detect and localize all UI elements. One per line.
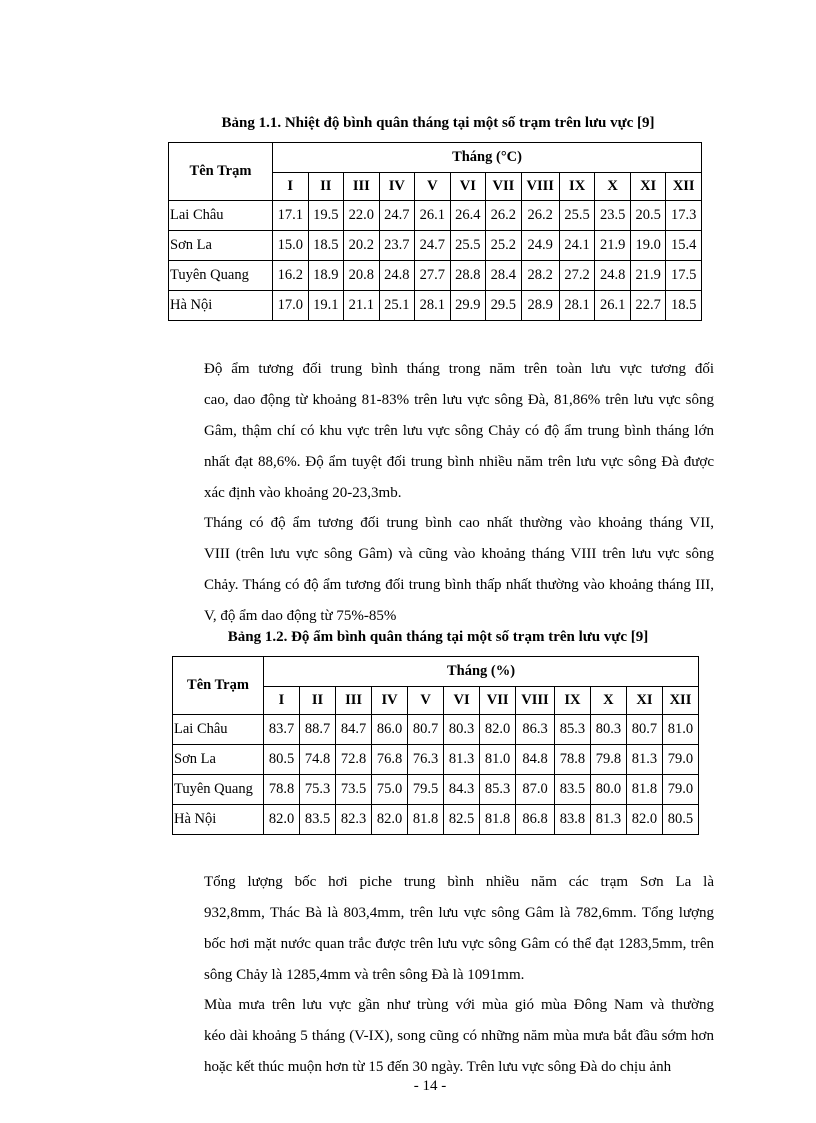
paragraph-line: bốc hơi mặt nước quan trắc được trên lưu vực sông Gâm có thể đạt 1283,5mm, trên [204, 936, 714, 952]
month-header: VI [444, 687, 480, 715]
table-cell: 28.9 [521, 291, 559, 321]
table-cell: 15.0 [273, 231, 309, 261]
month-group-header: Tháng (%) [264, 657, 699, 687]
table-cell: 27.7 [415, 261, 451, 291]
table-cell: 83.5 [554, 775, 590, 805]
table-cell: 26.1 [415, 201, 451, 231]
table-row [173, 805, 699, 835]
month-group-header: Tháng (°C) [273, 143, 702, 173]
table-cell: 79.8 [590, 745, 626, 775]
table-cell: 86.0 [372, 715, 408, 745]
table-cell: 88.7 [300, 715, 336, 745]
month-header: IX [554, 687, 590, 715]
table-cell: 28.1 [559, 291, 595, 321]
table-cell: 81.3 [444, 745, 480, 775]
page-number: - 14 - [413, 1078, 447, 1094]
table-cell: 82.0 [372, 805, 408, 835]
table-cell: 85.3 [554, 715, 590, 745]
table-cell: 79.0 [662, 775, 698, 805]
table-cell: 24.1 [559, 231, 595, 261]
table-cell: 86.3 [516, 715, 555, 745]
month-header: XII [666, 173, 702, 201]
table-cell: 21.9 [595, 231, 631, 261]
month-header: XII [662, 687, 698, 715]
month-header: VIII [516, 687, 555, 715]
table-cell: 29.5 [486, 291, 522, 321]
station-name: Lai Châu [169, 201, 273, 231]
paragraph-line: Mùa mưa trên lưu vực gần như trùng với mùa gió mùa Đông Nam và thường [204, 997, 714, 1013]
table-cell: 28.4 [486, 261, 522, 291]
rain-season-paragraph [168, 990, 714, 1083]
table-cell: 22.0 [344, 201, 380, 231]
table-cell: 19.5 [308, 201, 344, 231]
station-name: Tuyên Quang [173, 775, 264, 805]
paragraph-line: kéo dài khoảng 5 tháng (V-IX), song cũng có những năm mùa mưa bắt đầu sớm hơn [204, 1028, 714, 1044]
table-cell: 80.0 [590, 775, 626, 805]
table-cell: 76.8 [372, 745, 408, 775]
month-header: I [264, 687, 300, 715]
table-cell: 27.2 [559, 261, 595, 291]
table-cell: 83.8 [554, 805, 590, 835]
evaporation-paragraph [168, 867, 714, 991]
table-cell: 79.5 [408, 775, 444, 805]
table-cell: 79.0 [662, 745, 698, 775]
table-cell: 20.2 [344, 231, 380, 261]
table-cell: 75.3 [300, 775, 336, 805]
paragraph-line: Gâm, thậm chí có khu vực trên lưu vực sông Chảy có độ ẩm trung bình tháng lớn [204, 423, 714, 439]
paragraph-line: sông Chảy là 1285,4mm và trên sông Đà là 1091mm. [204, 967, 525, 983]
table-cell: 82.3 [336, 805, 372, 835]
table-cell: 24.7 [379, 201, 415, 231]
table-cell: 80.7 [408, 715, 444, 745]
table-cell: 26.4 [450, 201, 486, 231]
month-header: VIII [521, 173, 559, 201]
month-header: V [415, 173, 451, 201]
humidity-paragraph-1 [168, 354, 714, 509]
station-name: Hà Nội [169, 291, 273, 321]
table-cell: 25.5 [559, 201, 595, 231]
paragraph-line: Tháng có độ ẩm tương đối trung bình cao nhất thường vào khoảng tháng VII, [204, 515, 714, 531]
table-cell: 82.0 [264, 805, 300, 835]
table-cell: 74.8 [300, 745, 336, 775]
humidity-paragraph-2 [168, 508, 714, 632]
month-header: III [344, 173, 380, 201]
table-cell: 82.0 [626, 805, 662, 835]
month-header: III [336, 687, 372, 715]
paragraph-line: cao, dao động từ khoảng 81-83% trên lưu vực sông Đà, 81,86% trên lưu vực sông [204, 392, 714, 408]
table-row [169, 201, 702, 231]
table-cell: 84.8 [516, 745, 555, 775]
station-name: Tuyên Quang [169, 261, 273, 291]
table-cell: 80.7 [626, 715, 662, 745]
month-header: VII [486, 173, 522, 201]
table-cell: 81.3 [590, 805, 626, 835]
table-cell: 78.8 [554, 745, 590, 775]
humidity-table [172, 656, 699, 835]
table-cell: 84.3 [444, 775, 480, 805]
table-cell: 80.5 [662, 805, 698, 835]
station-name: Sơn La [169, 231, 273, 261]
month-header: X [595, 173, 631, 201]
table-cell: 18.9 [308, 261, 344, 291]
table-row [173, 715, 699, 745]
table-cell: 26.2 [486, 201, 522, 231]
paragraph-line: Tổng lượng bốc hơi piche trung bình nhiều năm các trạm Sơn La là [204, 874, 714, 890]
table-cell: 81.3 [626, 745, 662, 775]
table1-caption: Bảng 1.1. Nhiệt độ bình quân tháng tại một số trạm trên lưu vực [9] [221, 115, 655, 131]
month-header: II [300, 687, 336, 715]
table-cell: 20.5 [630, 201, 666, 231]
table-cell: 29.9 [450, 291, 486, 321]
month-header: XI [630, 173, 666, 201]
paragraph-line: Chảy. Tháng có độ ẩm tương đối trung bình thấp nhất thường vào khoảng tháng III, [204, 577, 714, 593]
table-row [169, 261, 702, 291]
table-cell: 19.1 [308, 291, 344, 321]
paragraph-line: xác định vào khoảng 20-23,3mb. [204, 485, 402, 501]
table-cell: 18.5 [666, 291, 702, 321]
table-cell: 25.2 [486, 231, 522, 261]
table-cell: 24.7 [415, 231, 451, 261]
table-cell: 21.1 [344, 291, 380, 321]
table-cell: 17.5 [666, 261, 702, 291]
table-cell: 76.3 [408, 745, 444, 775]
table-cell: 21.9 [630, 261, 666, 291]
table-cell: 17.0 [273, 291, 309, 321]
table-cell: 25.5 [450, 231, 486, 261]
table-row [169, 291, 702, 321]
paragraph-line: VIII (trên lưu vực sông Gâm) và cũng vào khoảng tháng VIII trên lưu vực sông [204, 546, 714, 562]
table-cell: 80.3 [444, 715, 480, 745]
table-row [173, 775, 699, 805]
table-cell: 80.3 [590, 715, 626, 745]
table-cell: 81.0 [480, 745, 516, 775]
table-cell: 81.8 [408, 805, 444, 835]
station-column-header: Tên Trạm [173, 657, 264, 715]
table-cell: 17.1 [273, 201, 309, 231]
table-cell: 82.5 [444, 805, 480, 835]
table-cell: 83.5 [300, 805, 336, 835]
month-header: V [408, 687, 444, 715]
table-cell: 28.8 [450, 261, 486, 291]
table-cell: 24.8 [595, 261, 631, 291]
table-cell: 26.2 [521, 201, 559, 231]
table-cell: 87.0 [516, 775, 555, 805]
paragraph-line: 932,8mm, Thác Bà là 803,4mm, trên lưu vực sông Gâm là 782,6mm. Tổng lượng [204, 905, 714, 921]
table-cell: 84.7 [336, 715, 372, 745]
table-cell: 24.9 [521, 231, 559, 261]
table-cell: 83.7 [264, 715, 300, 745]
table-cell: 81.0 [662, 715, 698, 745]
table-cell: 85.3 [480, 775, 516, 805]
month-header: II [308, 173, 344, 201]
table-cell: 22.7 [630, 291, 666, 321]
table-row [169, 231, 702, 261]
table-cell: 28.1 [415, 291, 451, 321]
table-cell: 24.8 [379, 261, 415, 291]
temperature-table [168, 142, 702, 321]
table-cell: 25.1 [379, 291, 415, 321]
table-cell: 28.2 [521, 261, 559, 291]
paragraph-line: nhất đạt 88,6%. Độ ẩm tuyệt đối trung bình nhiều năm trên lưu vực sông Đà được [204, 454, 714, 470]
month-header: XI [626, 687, 662, 715]
table-cell: 75.0 [372, 775, 408, 805]
table-cell: 72.8 [336, 745, 372, 775]
table-cell: 16.2 [273, 261, 309, 291]
table-cell: 17.3 [666, 201, 702, 231]
table-cell: 81.8 [480, 805, 516, 835]
table-cell: 23.7 [379, 231, 415, 261]
paragraph-line: hoặc kết thúc muộn hơn từ 15 đến 30 ngày. Trên lưu vực sông Đà do chịu ảnh [204, 1059, 672, 1075]
table2-caption: Bảng 1.2. Độ ẩm bình quân tháng tại một số trạm trên lưu vực [9] [227, 629, 649, 645]
table-cell: 18.5 [308, 231, 344, 261]
table-cell: 82.0 [480, 715, 516, 745]
month-header: I [273, 173, 309, 201]
station-column-header: Tên Trạm [169, 143, 273, 201]
station-name: Lai Châu [173, 715, 264, 745]
table-cell: 81.8 [626, 775, 662, 805]
table-cell: 20.8 [344, 261, 380, 291]
month-header: X [590, 687, 626, 715]
month-header: IX [559, 173, 595, 201]
month-header: VII [480, 687, 516, 715]
table-cell: 26.1 [595, 291, 631, 321]
paragraph-line: Độ ẩm tương đối trung bình tháng trong năm trên toàn lưu vực tương đối [204, 361, 714, 377]
month-header: IV [379, 173, 415, 201]
table-cell: 78.8 [264, 775, 300, 805]
table-cell: 86.8 [516, 805, 555, 835]
table-row [173, 745, 699, 775]
paragraph-line: V, độ ẩm dao động từ 75%-85% [204, 608, 397, 624]
table-cell: 23.5 [595, 201, 631, 231]
table-cell: 73.5 [336, 775, 372, 805]
table-cell: 15.4 [666, 231, 702, 261]
month-header: VI [450, 173, 486, 201]
station-name: Hà Nội [173, 805, 264, 835]
station-name: Sơn La [173, 745, 264, 775]
table-cell: 80.5 [264, 745, 300, 775]
table-cell: 19.0 [630, 231, 666, 261]
month-header: IV [372, 687, 408, 715]
